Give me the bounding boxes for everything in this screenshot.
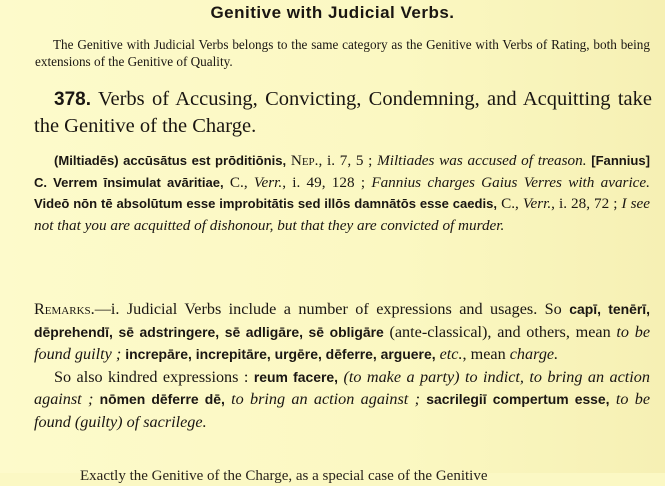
- remarks-1-text-b: (ante-classical), and others, mean: [389, 322, 611, 341]
- example-1-translation: Miltiades was accused of treason.: [377, 152, 587, 169]
- example-1-latin: (Miltiadēs) accūsātus est prōditiōnis,: [54, 153, 287, 168]
- remarks-1-text-a: Judicial Verbs include a number of expressions and usages. So: [126, 300, 562, 318]
- remarks-2-ital-2: to indict, to bring an action against ;: [34, 367, 650, 408]
- remarks-2-ital-1: (to make a party): [343, 367, 460, 386]
- example-3-translation: I see not that you are acquitted of dishonour, but that they are convicted of murder.: [34, 195, 650, 234]
- remarks-number: —i.: [94, 300, 120, 318]
- remarks-2-ital-3: to bring an action against ;: [231, 390, 420, 408]
- remarks-section: [34, 298, 650, 433]
- example-3-ref-loc: , i. 28, 72 ;: [551, 195, 618, 212]
- example-2-ref-loc: , i. 49, 128 ;: [282, 173, 366, 191]
- remarks-1-ital-2: charge.: [509, 345, 559, 363]
- remarks-1-ital-1: to be found guilty ;: [34, 322, 651, 363]
- rule-378: [34, 86, 652, 139]
- example-3-ref-work: Verr.: [522, 195, 552, 212]
- example-2-ref-work: Verr.: [253, 173, 283, 191]
- remarks-label: Remarks.: [34, 300, 95, 318]
- example-3-ref: C.,: [501, 195, 519, 212]
- example-2-latin: [Fannius] C. Verrem īnsimulat avāritiae,: [34, 153, 650, 190]
- remarks-1-latin-1: capī, tenērī, dēprehendī, sē adstringere, sē adligāre, sē obligāre: [34, 301, 651, 340]
- rule-text: Verbs of Accusing, Convicting, Condemning, and Acquitting take the Genitive of the Charge.: [34, 88, 652, 137]
- cutoff-next-line: Exactly the Genitive of the Charge, as a special case of the Genitive: [80, 468, 488, 484]
- remarks-1-etc: etc.: [439, 345, 463, 363]
- example-3-latin: Videō nōn tē absolūtum esse improbitātis sed illōs damnātōs esse caedis,: [34, 196, 498, 211]
- rule-number: 378.: [54, 89, 91, 110]
- example-1-ref-loc: , i. 7, 5 ;: [318, 152, 373, 169]
- examples-paragraph: [34, 150, 650, 236]
- remarks-2-latin-2: nōmen dēferre dē,: [99, 391, 225, 407]
- remarks-2-ital-4: to be found (guilty) of sacrilege.: [34, 390, 651, 431]
- remarks-1-text-c: , mean: [462, 345, 506, 363]
- intro-paragraph: The Genitive with Judicial Verbs belongs to the same category as the Genitive with Verbs of Rating, both being extensions of the Genitive of Quality.: [35, 37, 650, 69]
- remarks-1-latin-2: increpāre, increpitāre, urgēre, dēferre, arguere,: [125, 346, 436, 362]
- example-2-translation: Fannius charges Gaius Verres with avarice.: [371, 173, 650, 191]
- remarks-2-latin-1: reum facere,: [253, 368, 339, 385]
- example-1-ref-author: Nep.: [290, 152, 319, 169]
- example-2-ref: C.,: [229, 173, 248, 191]
- remarks-2-latin-3: sacrilegiī compertum esse,: [426, 391, 610, 407]
- remarks-paragraph-2: [34, 366, 650, 434]
- remarks-2-text-a: So also kindred expressions :: [54, 367, 249, 386]
- section-heading: Genitive with Judicial Verbs.: [210, 3, 455, 22]
- remarks-paragraph-1: [34, 298, 650, 366]
